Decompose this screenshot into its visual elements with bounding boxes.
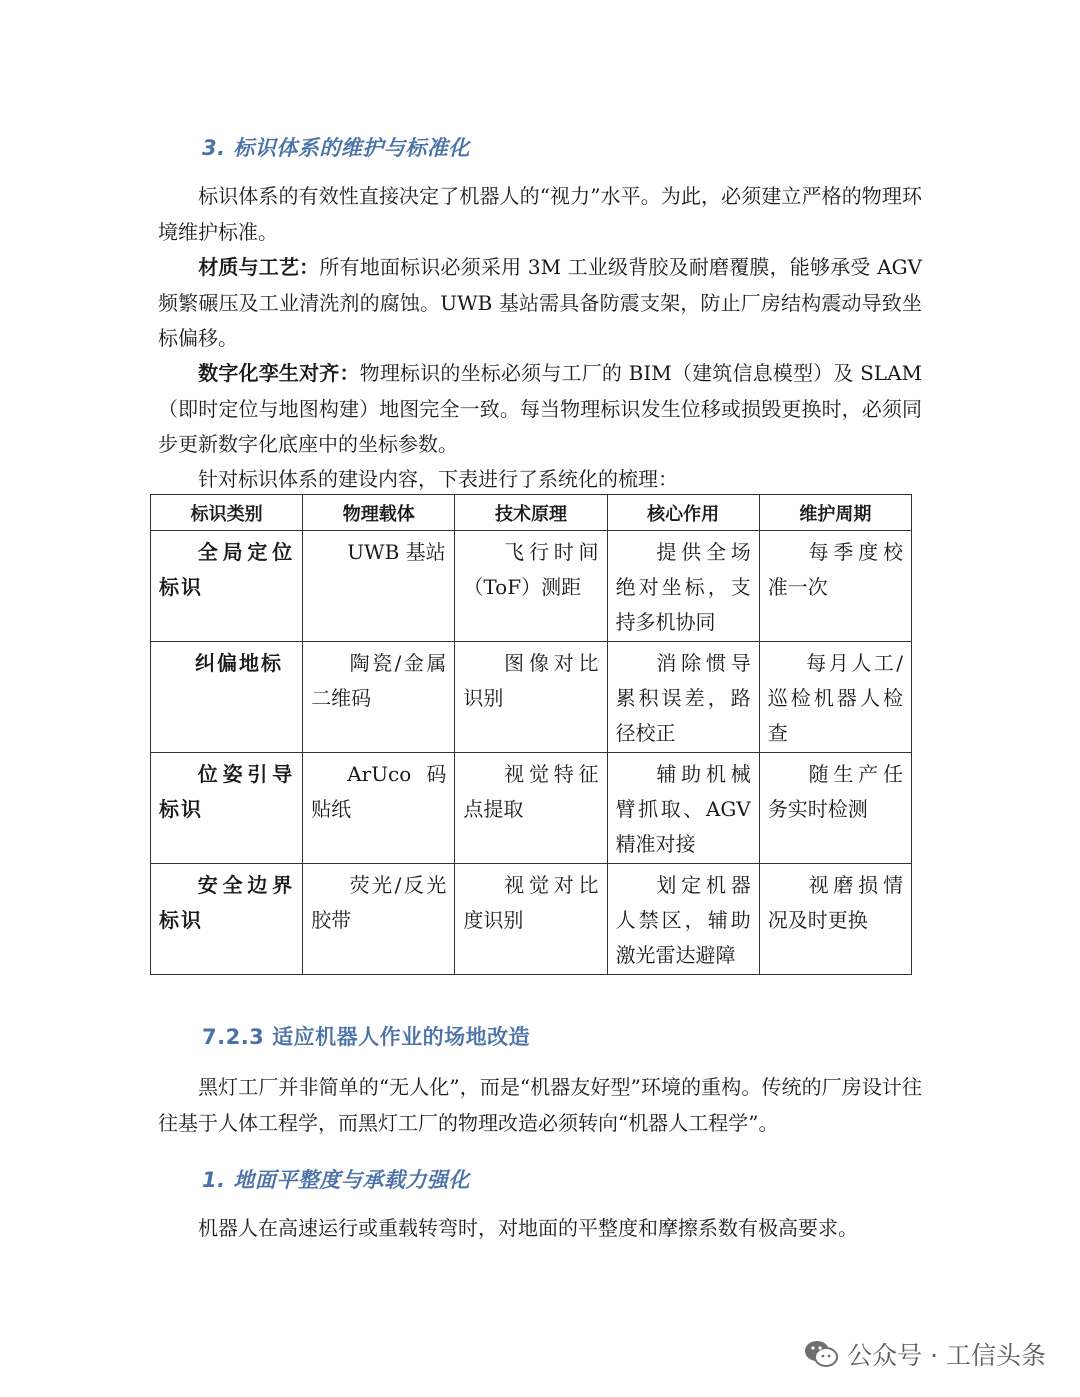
table-row <box>151 642 912 753</box>
table-cell <box>303 753 455 864</box>
table-header-cell: 核心作用 <box>607 495 759 531</box>
table-cell <box>151 642 303 753</box>
table-cell <box>151 864 303 975</box>
table-cell <box>759 531 911 642</box>
subsection-1-text <box>158 1211 922 1247</box>
cell-text: 辅助机械臂抓取、AGV 精准对接 <box>615 762 751 856</box>
twin-paragraph <box>158 356 922 463</box>
twin-text: 物理标识的坐标必须与工厂的 BIM（建筑信息模型）及 SLAM（即时定位与地图构建）地图完全一致。每当物理标识发生位移或损毁更换时，必须同步更新数字化底座中的坐标参数。 <box>158 361 922 456</box>
table-cell <box>455 642 607 753</box>
cell-text: 安全边界标识 <box>159 873 295 932</box>
section-723-intro-text: 黑灯工厂并非简单的“无人化”，而是“机器友好型”环境的重构。传统的厂房设计往往基于人体工程学，而黑灯工厂的物理改造必须转向“机器人工程学”。 <box>158 1075 922 1135</box>
cell-text: 提供全场绝对坐标，支持多机协同 <box>615 540 751 634</box>
wechat-icon <box>803 1339 839 1369</box>
subsection-1-heading: 1. 地面平整度与承载力强化 <box>202 1168 470 1192</box>
table-cell <box>759 642 911 753</box>
cell-text: 随生产任务实时检测 <box>767 762 903 821</box>
cell-text: 陶瓷/金属二维码 <box>311 651 447 710</box>
cell-text: 每月人工/巡检机器人检查 <box>767 651 903 745</box>
section-723-intro <box>158 1070 922 1141</box>
table-cell <box>455 531 607 642</box>
section-723-heading: 7.2.3 适应机器人作业的场地改造 <box>202 1025 531 1049</box>
table-cell <box>151 753 303 864</box>
table-intro-text: 针对标识体系的建设内容，下表进行了系统化的梳理： <box>198 467 678 491</box>
cell-text: 图像对比识别 <box>463 651 599 710</box>
section-3-heading: 3. 标识体系的维护与标准化 <box>202 136 470 160</box>
material-label: 材质与工艺： <box>198 255 320 279</box>
table-cell <box>607 531 759 642</box>
subsection-1-body: 机器人在高速运行或重载转弯时，对地面的平整度和摩擦系数有极高要求。 <box>198 1216 858 1240</box>
table-cell <box>303 531 455 642</box>
table-cell <box>303 642 455 753</box>
cell-text: 每季度校准一次 <box>767 540 903 599</box>
table-header-cell: 物理载体 <box>303 495 455 531</box>
cell-text: 飞行时间（ToF）测距 <box>463 540 599 599</box>
cell-text: 全局定位标识 <box>159 540 295 599</box>
cell-text: UWB 基站 <box>347 540 446 564</box>
watermark-text: 公众号 · 工信头条 <box>847 1341 1046 1370</box>
table-cell <box>303 864 455 975</box>
cell-text: 视觉特征点提取 <box>463 762 599 821</box>
table-intro <box>158 462 922 498</box>
section-3-intro-text: 标识体系的有效性直接决定了机器人的“视力”水平。为此，必须建立严格的物理环境维护标准。 <box>158 184 922 244</box>
twin-label: 数字化孪生对齐： <box>198 361 360 385</box>
table-cell <box>607 642 759 753</box>
table-cell <box>607 753 759 864</box>
section-3-intro <box>158 179 922 250</box>
cell-text: 划定机器人禁区，辅助激光雷达避障 <box>615 873 751 967</box>
table-row <box>151 531 912 642</box>
table-header-row <box>151 495 912 531</box>
material-paragraph <box>158 250 922 357</box>
cell-text: 纠偏地标 <box>195 651 283 675</box>
table-row <box>151 864 912 975</box>
table-row <box>151 753 912 864</box>
table-cell <box>455 864 607 975</box>
marker-system-table <box>150 494 912 975</box>
material-text: 所有地面标识必须采用 3M 工业级背胶及耐磨覆膜，能够承受 AGV 频繁碾压及工业清洗剂的腐蚀。UWB 基站需具备防震支架，防止厂房结构震动导致坐标偏移。 <box>158 255 923 350</box>
cell-text: 视磨损情况及时更换 <box>767 873 903 932</box>
cell-text: 荧光/反光胶带 <box>311 873 447 932</box>
table-cell <box>607 864 759 975</box>
table-header-cell: 技术原理 <box>455 495 607 531</box>
cell-text: 消除惯导累积误差，路径校正 <box>615 651 751 745</box>
table-cell <box>151 531 303 642</box>
table-header-cell: 标识类别 <box>151 495 303 531</box>
account-watermark <box>803 1336 1046 1372</box>
cell-text: ArUco 码贴纸 <box>311 762 447 821</box>
table-cell <box>759 753 911 864</box>
table-cell <box>455 753 607 864</box>
cell-text: 视觉对比度识别 <box>463 873 599 932</box>
table-cell <box>759 864 911 975</box>
table-header-cell: 维护周期 <box>759 495 911 531</box>
cell-text: 位姿引导标识 <box>159 762 295 821</box>
